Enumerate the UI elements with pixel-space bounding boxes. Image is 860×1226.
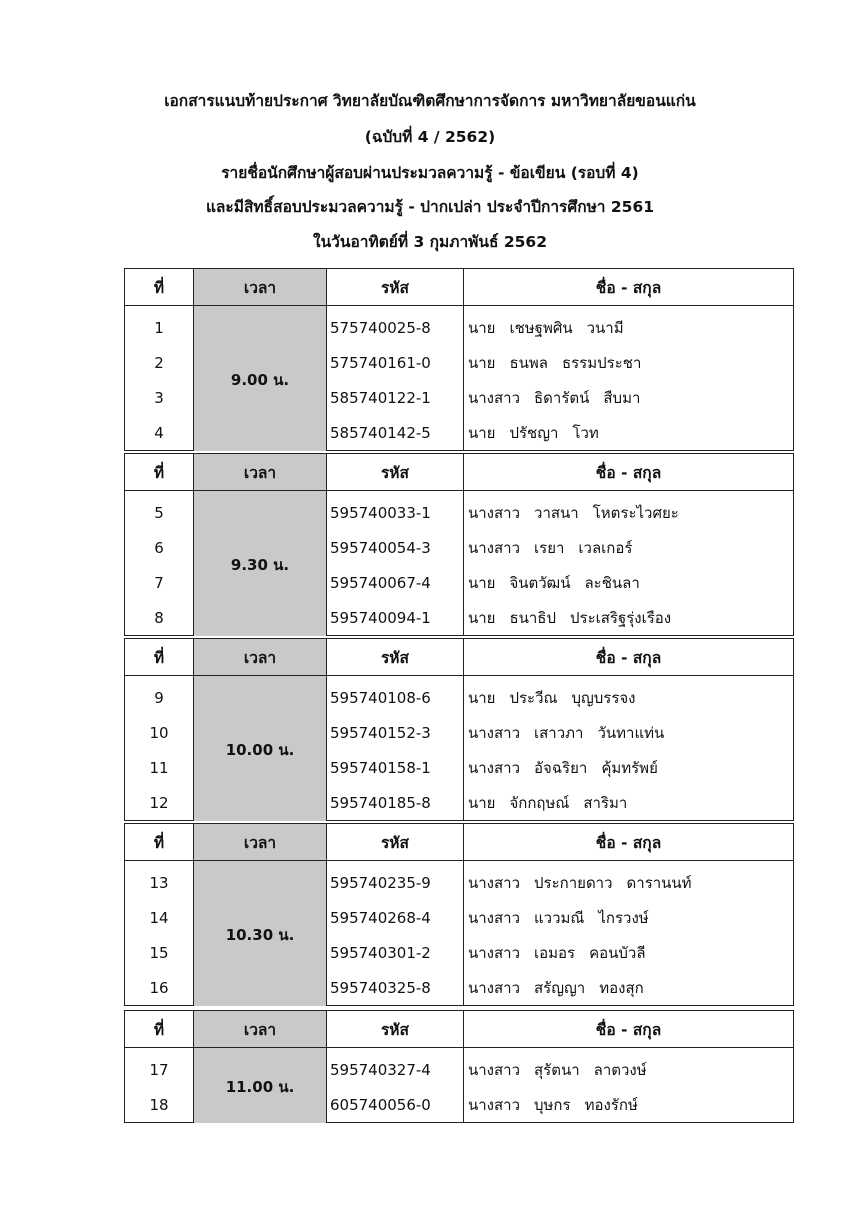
col-header-time: เวลา <box>194 639 327 676</box>
name-title: นาย <box>468 793 496 812</box>
col-header-time: เวลา <box>194 269 327 306</box>
col-header-name: ชื่อ - สกุล <box>464 269 794 306</box>
student-code: 595740094-1 <box>327 600 464 636</box>
schedule-table-group-1 <box>124 268 794 451</box>
first-name: วาสนา <box>534 503 579 522</box>
col-header-code: รหัส <box>327 454 464 491</box>
first-name: เสาวภา <box>534 723 584 742</box>
student-name <box>464 935 794 970</box>
col-header-code: รหัส <box>327 639 464 676</box>
row-no: 3 <box>125 380 194 415</box>
student-code: 595740301-2 <box>327 935 464 970</box>
last-name: ทองสุก <box>599 978 644 997</box>
first-name: อัจฉริยา <box>534 758 588 777</box>
student-name <box>464 380 794 415</box>
row-no: 13 <box>125 861 194 901</box>
student-code: 595740185-8 <box>327 785 464 821</box>
student-code: 595740033-1 <box>327 491 464 531</box>
col-header-time: เวลา <box>194 454 327 491</box>
student-name <box>464 970 794 1006</box>
student-code: 595740152-3 <box>327 715 464 750</box>
last-name: ละชินลา <box>584 573 640 592</box>
name-title: นาย <box>468 688 496 707</box>
last-name: เวลเกอร์ <box>578 538 633 557</box>
doc-title-line4: และมีสิทธิ์สอบประมวลความรู้ - ปากเปล่า ประจำปีการศึกษา 2561 <box>205 198 655 216</box>
table-row <box>125 306 794 346</box>
row-no: 9 <box>125 676 194 716</box>
schedule-table-group-3 <box>124 638 794 821</box>
first-name: ประวีณ <box>509 688 558 707</box>
student-code: 575740025-8 <box>327 306 464 346</box>
student-name <box>464 491 794 531</box>
student-code: 595740158-1 <box>327 750 464 785</box>
first-name: เรยา <box>534 538 565 557</box>
schedule-table-group-5 <box>124 1010 794 1123</box>
row-no: 4 <box>125 415 194 451</box>
name-title: นางสาว <box>468 943 521 962</box>
student-code: 595740235-9 <box>327 861 464 901</box>
student-code: 595740325-8 <box>327 970 464 1006</box>
first-name: ธิดารัตน์ <box>534 388 590 407</box>
student-code: 605740056-0 <box>327 1087 464 1123</box>
name-title: นาย <box>468 608 496 627</box>
first-name: สุรัตนา <box>534 1060 580 1079</box>
col-header-code: รหัส <box>327 269 464 306</box>
col-header-no: ที่ <box>125 639 194 676</box>
doc-title-line3: รายชื่อนักศึกษาผู้สอบผ่านประมวลความรู้ - ข้อเขียน (รอบที่ 4) <box>221 164 639 182</box>
row-no: 6 <box>125 530 194 565</box>
name-title: นางสาว <box>468 1060 521 1079</box>
student-code: 595740327-4 <box>327 1048 464 1088</box>
last-name: ประเสริฐรุ่งเรือง <box>569 608 672 627</box>
row-no: 17 <box>125 1048 194 1088</box>
row-no: 7 <box>125 565 194 600</box>
col-header-name: ชื่อ - สกุล <box>464 639 794 676</box>
last-name: ธรรมประชา <box>561 353 642 372</box>
last-name: สาริมา <box>583 793 628 812</box>
student-code: 595740067-4 <box>327 565 464 600</box>
name-title: นาย <box>468 353 496 372</box>
name-title: นาย <box>468 318 496 337</box>
first-name: เชษฐพศิน <box>509 318 573 337</box>
last-name: ไกรวงษ์ <box>598 908 649 927</box>
row-no: 2 <box>125 345 194 380</box>
student-name <box>464 861 794 901</box>
student-name <box>464 676 794 716</box>
last-name: ดารานนท์ <box>626 873 692 892</box>
row-no: 12 <box>125 785 194 821</box>
table-row <box>125 676 794 716</box>
col-header-code: รหัส <box>327 824 464 861</box>
name-title: นางสาว <box>468 538 521 557</box>
col-header-name: ชื่อ - สกุล <box>464 454 794 491</box>
first-name: แววมณี <box>534 908 585 927</box>
row-no: 1 <box>125 306 194 346</box>
first-name: บุษกร <box>534 1095 571 1114</box>
student-code: 595740108-6 <box>327 676 464 716</box>
name-title: นางสาว <box>468 723 521 742</box>
student-name <box>464 530 794 565</box>
first-name: จินตวัฒน์ <box>509 573 571 592</box>
name-title: นางสาว <box>468 978 521 997</box>
student-name <box>464 715 794 750</box>
last-name: คอนบัวลี <box>589 943 646 962</box>
row-no: 18 <box>125 1087 194 1123</box>
student-name <box>464 415 794 451</box>
student-name <box>464 750 794 785</box>
student-name <box>464 1087 794 1123</box>
time-slot-cell: 9.30 น. <box>194 491 327 636</box>
col-header-no: ที่ <box>125 454 194 491</box>
col-header-code: รหัส <box>327 1011 464 1048</box>
name-title: นางสาว <box>468 908 521 927</box>
col-header-no: ที่ <box>125 824 194 861</box>
last-name: สืบมา <box>603 388 641 407</box>
student-name <box>464 345 794 380</box>
first-name: เอมอร <box>534 943 576 962</box>
name-title: นาย <box>468 573 496 592</box>
last-name: โวท <box>572 423 599 442</box>
time-slot-cell: 10.30 น. <box>194 861 327 1006</box>
doc-title-line2: (ฉบับที่ 4 / 2562) <box>364 128 496 146</box>
student-name <box>464 785 794 821</box>
row-no: 11 <box>125 750 194 785</box>
last-name: ลาตวงษ์ <box>593 1060 647 1079</box>
last-name: วันทาแท่น <box>597 723 665 742</box>
last-name: โหตระไวศยะ <box>592 503 679 522</box>
first-name: ธนพล <box>509 353 548 372</box>
last-name: วนามี <box>586 318 624 337</box>
student-code: 575740161-0 <box>327 345 464 380</box>
student-name <box>464 306 794 346</box>
first-name: ปรัชญา <box>509 423 559 442</box>
first-name: จักกฤษณ์ <box>509 793 570 812</box>
student-code: 585740122-1 <box>327 380 464 415</box>
col-header-no: ที่ <box>125 1011 194 1048</box>
last-name: บุญบรรจง <box>571 688 636 707</box>
table-row <box>125 491 794 531</box>
last-name: คุ้มทรัพย์ <box>601 758 658 777</box>
student-code: 595740054-3 <box>327 530 464 565</box>
col-header-time: เวลา <box>194 1011 327 1048</box>
student-name <box>464 565 794 600</box>
row-no: 15 <box>125 935 194 970</box>
col-header-no: ที่ <box>125 269 194 306</box>
name-title: นางสาว <box>468 873 521 892</box>
row-no: 14 <box>125 900 194 935</box>
student-name <box>464 900 794 935</box>
time-slot-cell: 9.00 น. <box>194 306 327 451</box>
table-row <box>125 1048 794 1088</box>
row-no: 10 <box>125 715 194 750</box>
col-header-time: เวลา <box>194 824 327 861</box>
name-title: นางสาว <box>468 1095 521 1114</box>
name-title: นางสาว <box>468 388 521 407</box>
student-code: 595740268-4 <box>327 900 464 935</box>
row-no: 16 <box>125 970 194 1006</box>
time-slot-cell: 11.00 น. <box>194 1048 327 1123</box>
time-slot-cell: 10.00 น. <box>194 676 327 821</box>
name-title: นาย <box>468 423 496 442</box>
col-header-name: ชื่อ - สกุล <box>464 824 794 861</box>
last-name: ทองรักษ์ <box>584 1095 638 1114</box>
first-name: ประกายดาว <box>534 873 613 892</box>
doc-title-line1: เอกสารแนบท้ายประกาศ วิทยาลัยบัณฑิตศึกษาการจัดการ มหาวิทยาลัยขอนแก่น <box>164 92 696 110</box>
student-name <box>464 1048 794 1088</box>
name-title: นางสาว <box>468 758 521 777</box>
doc-title-line5: ในวันอาทิตย์ที่ 3 กุมภาพันธ์ 2562 <box>313 233 547 251</box>
col-header-name: ชื่อ - สกุล <box>464 1011 794 1048</box>
name-title: นางสาว <box>468 503 521 522</box>
row-no: 5 <box>125 491 194 531</box>
table-row <box>125 861 794 901</box>
student-code: 585740142-5 <box>327 415 464 451</box>
row-no: 8 <box>125 600 194 636</box>
schedule-table-group-2 <box>124 453 794 636</box>
first-name: สรัญญา <box>534 978 586 997</box>
first-name: ธนาธิป <box>509 608 556 627</box>
schedule-table-group-4 <box>124 823 794 1006</box>
student-name <box>464 600 794 636</box>
